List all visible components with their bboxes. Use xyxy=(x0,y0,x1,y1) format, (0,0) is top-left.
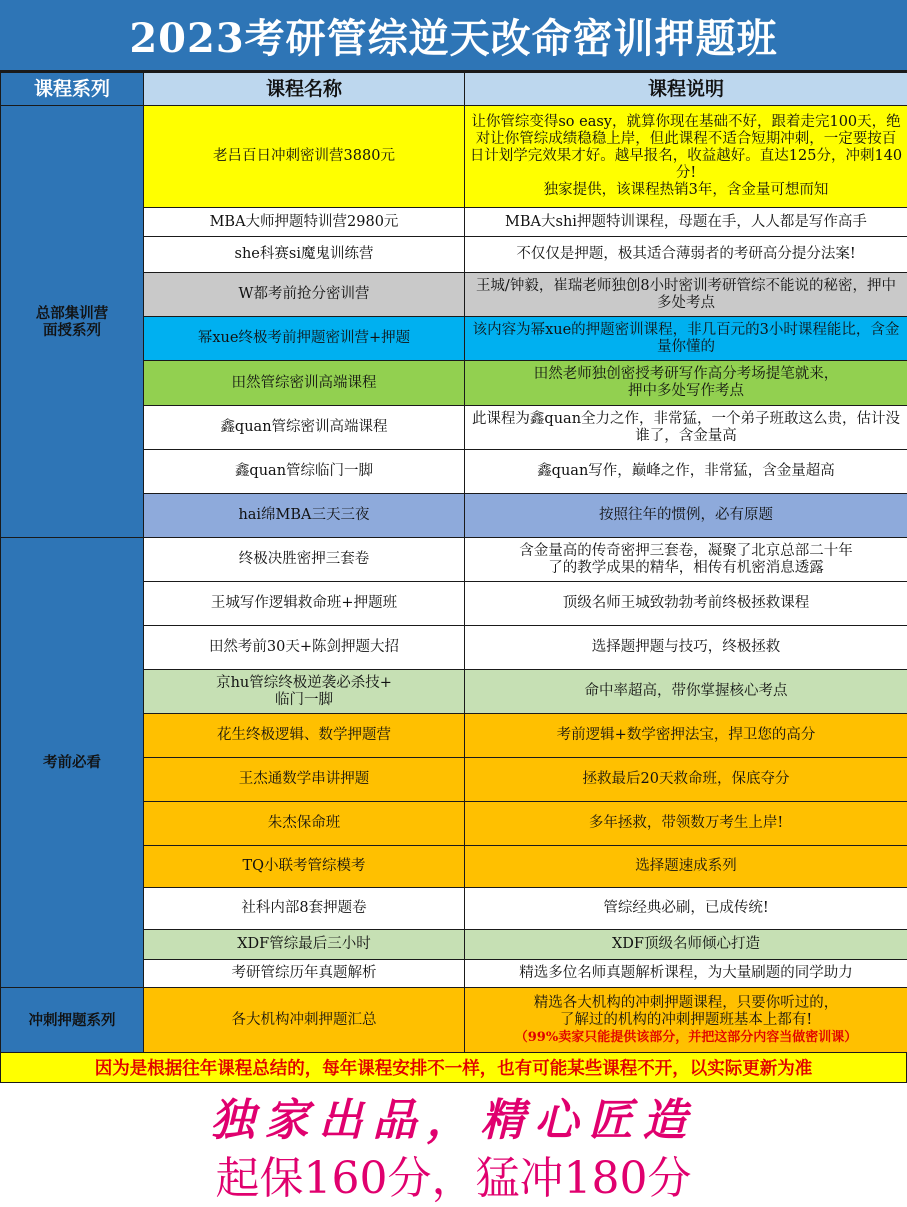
course-name: 王杰通数学串讲押题 xyxy=(144,758,465,802)
course-desc: 含金量高的传奇密押三套卷，凝聚了北京总部二十年 了的教学成果的精华，相传有机密消息透露 xyxy=(465,538,907,582)
table-row xyxy=(1,538,907,582)
course-name: 各大机构冲刺押题汇总 xyxy=(144,988,465,1054)
course-name: TQ小联考管综模考 xyxy=(144,846,465,888)
course-desc: 此课程为鑫quan全力之作，非常猛，一个弟子班敢这么贵，估计没谁了，含金量高 xyxy=(465,406,907,450)
course-name: 幂xue终极考前押题密训营+押题 xyxy=(144,317,465,361)
course-name: 社科内部8套押题卷 xyxy=(144,888,465,930)
slogan-exclusive: 独家出品，精心匠造 xyxy=(210,1095,697,1146)
course-desc: 拯救最后20天救命班，保底夺分 xyxy=(465,758,907,802)
course-desc: 命中率超高，带你掌握核心考点 xyxy=(465,670,907,714)
course-name: 鑫quan管综临门一脚 xyxy=(144,450,465,494)
course-desc: 精选多位名师真题解析课程，为大量刷题的同学助力 xyxy=(465,960,907,988)
table-header-row xyxy=(1,73,907,106)
course-desc: 田然老师独创密授考研写作高分考场提笔就来， 押中多处写作考点 xyxy=(465,361,907,406)
series-cell-must-see: 考前必看 xyxy=(1,538,144,988)
course-desc: 选择题押题与技巧，终极拯救 xyxy=(465,626,907,670)
course-name: 王城写作逻辑救命班+押题班 xyxy=(144,582,465,626)
course-desc: 按照往年的惯例，必有原题 xyxy=(465,494,907,538)
course-desc: 管综经典必刷，已成传统! xyxy=(465,888,907,930)
course-desc: XDF顶级名师倾心打造 xyxy=(465,930,907,960)
slogan-score: 起保160分，猛冲180分 xyxy=(215,1153,692,1204)
course-desc-cell xyxy=(465,988,907,1054)
course-desc: 精选各大机构的冲刺押题课程，只要你听过的， 了解过的机构的冲刺押题班基本上都有! xyxy=(533,995,839,1028)
course-desc: 让你管综变得so easy，就算你现在基础不好，跟着走完100天，绝对让你管综成绩稳稳上岸，但此课程不适合短期冲刺，一定要按百日计划学完效果才好。越早报名，收益越好。直达125分，冲刺140分! 独家提供，该课程热销3年，含金量可想而知 xyxy=(465,106,907,208)
series-cell-sprint: 冲刺押题系列 xyxy=(1,988,144,1054)
course-desc: 多年拯救，带领数万考生上岸! xyxy=(465,802,907,846)
page-title: 2023考研管综逆天改命密训押题班 xyxy=(0,0,907,72)
table-row xyxy=(1,106,907,208)
course-name: W都考前抢分密训营 xyxy=(144,273,465,317)
course-table xyxy=(0,72,907,1054)
series-cell-headquarters: 总部集训营 面授系列 xyxy=(1,106,144,538)
course-desc: 考前逻辑+数学密押法宝，捍卫您的高分 xyxy=(465,714,907,758)
course-desc: 该内容为幂xue的押题密训课程，非几百元的3小时课程能比，含金量你懂的 xyxy=(465,317,907,361)
course-name: 朱杰保命班 xyxy=(144,802,465,846)
header-series: 课程系列 xyxy=(1,73,144,106)
course-name: she科赛si魔鬼训练营 xyxy=(144,237,465,273)
course-name: 田然管综密训高端课程 xyxy=(144,361,465,406)
course-name: XDF管综最后三小时 xyxy=(144,930,465,960)
course-desc: 选择题速成系列 xyxy=(465,846,907,888)
course-desc: 王城/钟毅，崔瑞老师独创8小时密训考研管综不能说的秘密，押中多处考点 xyxy=(465,273,907,317)
course-name: 考研管综历年真题解析 xyxy=(144,960,465,988)
course-name: 田然考前30天+陈剑押题大招 xyxy=(144,626,465,670)
course-name: 花生终极逻辑、数学押题营 xyxy=(144,714,465,758)
notice-banner: 因为是根据往年课程总结的，每年课程安排不一样，也有可能某些课程不开，以实际更新为准 xyxy=(0,1052,907,1083)
course-note: （99%卖家只能提供该部分，并把这部分内容当做密训课） xyxy=(514,1030,858,1045)
course-desc: 鑫quan写作，巅峰之作，非常猛，含金量超高 xyxy=(465,450,907,494)
header-desc: 课程说明 xyxy=(465,73,907,106)
course-desc: MBA大shi押题特训课程，母题在手，人人都是写作高手 xyxy=(465,208,907,237)
course-desc: 顶级名师王城致勃勃考前终极拯救课程 xyxy=(465,582,907,626)
course-name: 老吕百日冲刺密训营3880元 xyxy=(144,106,465,208)
course-name: 终极决胜密押三套卷 xyxy=(144,538,465,582)
course-name: hai绵MBA三天三夜 xyxy=(144,494,465,538)
header-name: 课程名称 xyxy=(144,73,465,106)
table-row xyxy=(1,988,907,1054)
course-name: 鑫quan管综密训高端课程 xyxy=(144,406,465,450)
course-name: MBA大师押题特训营2980元 xyxy=(144,208,465,237)
course-name: 京hu管综终极逆袭必杀技+ 临门一脚 xyxy=(144,670,465,714)
course-desc: 不仅仅是押题，极其适合薄弱者的考研高分提分法案! xyxy=(465,237,907,273)
